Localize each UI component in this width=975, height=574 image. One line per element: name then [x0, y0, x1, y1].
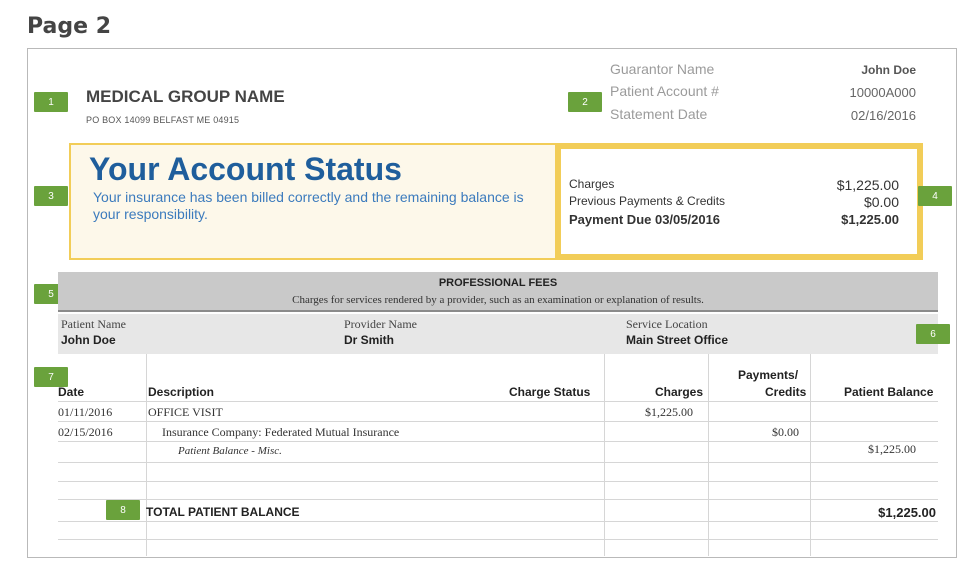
col-divider	[810, 354, 811, 556]
page-label: Page 2	[27, 14, 112, 39]
header-charges: Charges	[655, 385, 704, 399]
statement-document	[27, 48, 957, 558]
row-1-date: 01/11/2016	[58, 405, 113, 419]
patient-name-value: John Doe	[61, 333, 116, 347]
patient-name-label: Patient Name	[61, 317, 126, 331]
statement-date-value: 02/16/2016	[850, 108, 916, 123]
header-credits: Credits	[765, 385, 807, 399]
credits-row	[569, 194, 899, 210]
row-3-balance: $1,225.00	[868, 442, 916, 456]
row-divider	[58, 441, 938, 442]
row-2-date: 02/15/2016	[58, 425, 113, 439]
row-2-payments: $0.00	[772, 425, 799, 439]
header-charge-status: Charge Status	[509, 385, 591, 399]
professional-fees-bar	[58, 272, 938, 312]
patient-account-label: Patient Account #	[610, 83, 719, 99]
charges-label: Charges	[569, 177, 615, 191]
payment-due-value: $1,225.00	[841, 212, 899, 227]
row-2-description: Insurance Company: Federated Mutual Insurance	[162, 425, 400, 439]
credits-label: Previous Payments & Credits	[569, 194, 726, 208]
row-divider	[58, 421, 938, 422]
account-status-panel	[69, 143, 555, 260]
callout-badge-8: 8	[106, 500, 140, 520]
callout-badge-4: 4	[918, 186, 952, 206]
service-location-label: Service Location	[626, 317, 708, 331]
patient-info-bar	[58, 314, 938, 354]
account-summary-box	[555, 143, 923, 260]
patient-account-value: 10000A000	[849, 85, 916, 100]
provider-name-label: Provider Name	[344, 317, 417, 331]
professional-fees-title: PROFESSIONAL FEES	[438, 277, 558, 289]
callout-badge-6: 6	[916, 324, 950, 344]
account-status-title: Your Account Status	[89, 151, 402, 187]
charges-value: $1,225.00	[836, 177, 899, 193]
statement-date-label: Statement Date	[610, 106, 708, 122]
group-address: PO BOX 14099 BELFAST ME 04915	[86, 115, 240, 125]
guarantor-name-label: Guarantor Name	[610, 61, 715, 77]
payment-due-label: Payment Due 03/05/2016	[569, 212, 721, 227]
row-1-description: OFFICE VISIT	[148, 405, 223, 419]
row-divider	[58, 481, 938, 482]
header-date: Date	[58, 385, 85, 399]
row-divider	[58, 462, 938, 463]
col-divider	[708, 354, 709, 556]
provider-name-value: Dr Smith	[344, 333, 395, 347]
guarantor-name-value: John Doe	[861, 63, 916, 77]
callout-badge-3: 3	[34, 186, 68, 206]
callout-badge-1: 1	[34, 92, 68, 112]
account-status-text: Your insurance has been billed correctly and the remaining balance is your responsibility.	[93, 189, 524, 222]
medical-group-name: MEDICAL GROUP NAME	[86, 87, 285, 106]
row-divider	[58, 539, 938, 540]
charges-row	[569, 177, 899, 193]
header-payments: Payments/	[738, 368, 799, 382]
callout-badge-5: 5	[34, 284, 68, 304]
credits-value: $0.00	[863, 194, 899, 210]
row-divider	[58, 521, 938, 522]
col-divider	[604, 354, 605, 556]
row-3-description: Patient Balance - Misc.	[178, 445, 282, 457]
callout-badge-7: 7	[34, 367, 68, 387]
col-divider	[146, 354, 147, 556]
total-patient-balance-value: $1,225.00	[878, 505, 936, 520]
header-description: Description	[148, 385, 215, 399]
row-1-charges: $1,225.00	[645, 405, 693, 419]
service-location-value: Main Street Office	[626, 333, 729, 347]
payment-due-row	[569, 212, 899, 227]
professional-fees-subtitle: Charges for services rendered by a provider, such as an examination or explanation of results.	[292, 294, 704, 306]
row-divider	[58, 401, 938, 402]
total-patient-balance-label: TOTAL PATIENT BALANCE	[146, 505, 300, 519]
row-divider	[58, 499, 938, 500]
header-patient-balance: Patient Balance	[844, 385, 934, 399]
callout-badge-2: 2	[568, 92, 602, 112]
